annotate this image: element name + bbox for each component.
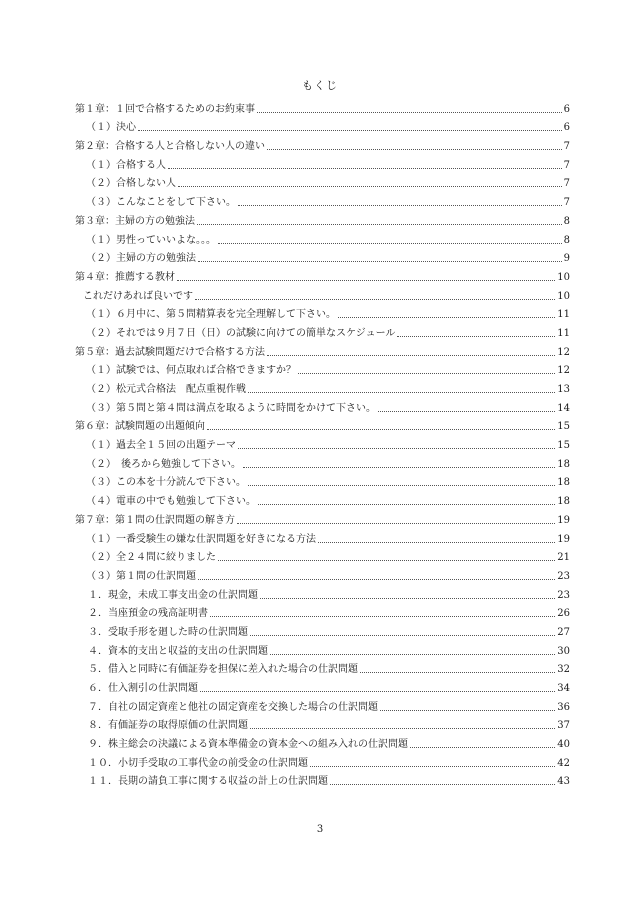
dot-leader	[197, 224, 562, 225]
toc-entry-label: （２）それでは９月７日（日）の試験に向けての簡単なスケジュール	[86, 327, 396, 339]
toc-entry-page: 19	[557, 514, 570, 526]
toc-entry	[75, 471, 570, 490]
toc-entry-page: 36	[557, 701, 570, 713]
toc-entry-page: 23	[557, 570, 570, 582]
toc-entry-label: ３．受取手形を廻した時の仕訳問題	[88, 626, 248, 638]
table-of-contents	[75, 97, 570, 788]
toc-entry-label: これだけあれば良いです	[83, 290, 193, 302]
toc-chapter-entry	[75, 340, 570, 359]
toc-entry-page: 11	[557, 327, 570, 339]
toc-entry	[75, 452, 570, 471]
toc-entry	[75, 620, 570, 639]
toc-entry-label: （１）決心	[86, 122, 136, 134]
dot-leader	[238, 205, 562, 206]
toc-entry-label: ６．仕入割引の仕訳問題	[88, 683, 198, 694]
toc-entry-page: 12	[557, 365, 570, 377]
dot-leader	[257, 112, 562, 113]
toc-chapter-entry	[75, 415, 570, 434]
toc-entry-page: 9	[563, 253, 570, 265]
dot-leader	[248, 392, 555, 393]
toc-entry-page: 14	[557, 402, 570, 414]
toc-entry-page: 37	[557, 720, 570, 732]
toc-entry-label: （２）松元式合格法 配点重視作戦	[86, 384, 246, 395]
dot-leader	[360, 672, 555, 673]
toc-entry-page: 7	[563, 178, 570, 190]
toc-entry-label: 第６章：試験問題の出題傾向	[75, 421, 205, 433]
dot-leader	[310, 766, 555, 767]
toc-entry	[75, 321, 570, 340]
toc-entry-page: 7	[563, 159, 570, 171]
toc-chapter-entry	[75, 209, 570, 228]
toc-entry-page: 26	[557, 608, 570, 620]
dot-leader	[177, 280, 555, 281]
toc-entry	[75, 396, 570, 415]
dot-leader	[195, 299, 555, 300]
dot-leader	[178, 186, 562, 187]
toc-entry-label: 第５章：過去試験問題だけで合格する方法	[75, 346, 265, 358]
toc-entry-label: ８．有価証券の取得原価の仕訳問題	[88, 720, 248, 732]
toc-entry	[75, 676, 570, 695]
toc-entry	[75, 433, 570, 452]
dot-leader	[138, 130, 562, 131]
dot-leader	[210, 616, 555, 617]
toc-entry	[75, 116, 570, 135]
toc-entry-label: （１）試験では、何点取れば合格できますか？	[86, 365, 296, 377]
toc-entry-label: （２） 後ろから勉強して下さい。	[86, 458, 241, 470]
toc-chapter-entry	[75, 265, 570, 284]
toc-entry	[75, 190, 570, 209]
toc-entry-label: ５．借入と同時に有価証券を担保に差入れた場合の仕訳問題	[88, 664, 358, 676]
toc-entry-page: 18	[557, 496, 570, 508]
toc-entry	[75, 583, 570, 602]
toc-entry-label: １１．長期の請負工事に関する収益の計上の仕訳問題	[88, 776, 328, 788]
toc-entry-page: 43	[557, 776, 570, 788]
toc-entry-page: 18	[557, 477, 570, 489]
toc-entry-label: ２．当座預金の残高証明書	[88, 608, 208, 620]
toc-entry	[75, 770, 570, 789]
toc-entry	[75, 546, 570, 565]
toc-entry	[75, 303, 570, 322]
dot-leader	[260, 598, 555, 599]
dot-leader	[237, 523, 555, 524]
toc-entry-page: 12	[557, 346, 570, 358]
dot-leader	[250, 728, 555, 729]
toc-chapter-entry	[75, 508, 570, 527]
toc-entry-page: 23	[557, 589, 570, 601]
toc-entry	[75, 658, 570, 677]
toc-entry	[75, 247, 570, 266]
toc-entry-label: （１）合格する人	[86, 159, 166, 171]
toc-entry-label: （２）全２４問に絞りました	[86, 552, 216, 564]
toc-entry-page: 42	[557, 757, 570, 769]
toc-entry-page: 7	[563, 197, 570, 209]
toc-entry-page: 34	[557, 683, 570, 694]
toc-entry	[75, 377, 570, 396]
toc-entry-page: 32	[557, 664, 570, 676]
dot-leader	[218, 560, 555, 561]
toc-entry-label: （４）電車の中でも勉強して下さい。	[86, 496, 256, 508]
toc-entry-page: 6	[563, 103, 570, 115]
toc-entry	[75, 153, 570, 172]
dot-leader	[207, 429, 555, 430]
toc-entry	[75, 172, 570, 191]
dot-leader	[248, 485, 555, 486]
dot-leader	[258, 504, 555, 505]
dot-leader	[338, 317, 555, 318]
toc-entry-label: （３）第１問の仕訳問題	[86, 570, 196, 582]
dot-leader	[198, 261, 562, 262]
toc-title: もくじ	[302, 79, 338, 92]
toc-entry-label: （１）一番受験生の嫌な仕訳問題を好きになる方法	[86, 533, 316, 545]
toc-chapter-entry	[75, 134, 570, 153]
toc-entry-page: 7	[563, 141, 570, 153]
toc-entry	[75, 527, 570, 546]
toc-entry-page: 21	[557, 552, 570, 564]
dot-leader	[198, 579, 555, 580]
toc-entry	[75, 359, 570, 378]
dot-leader	[250, 635, 555, 636]
toc-entry	[75, 695, 570, 714]
toc-entry-label: 第４章：推薦する教材	[75, 271, 175, 283]
toc-entry-label: （１）過去全１５回の出題テーマ	[86, 440, 236, 452]
toc-entry-page: 27	[557, 626, 570, 638]
toc-entry	[75, 489, 570, 508]
dot-leader	[397, 336, 555, 337]
toc-entry-page: 8	[563, 215, 570, 227]
toc-entry-page: 6	[563, 122, 570, 134]
toc-entry-label: ４．資本的支出と収益的支出の仕訳問題	[88, 645, 268, 657]
dot-leader	[238, 448, 555, 449]
toc-entry-page: 10	[557, 290, 570, 302]
toc-entry	[75, 714, 570, 733]
toc-entry	[75, 732, 570, 751]
dot-leader	[267, 149, 562, 150]
toc-entry-label: 第２章：合格する人と合格しない人の違い	[75, 141, 265, 153]
toc-entry	[75, 639, 570, 658]
toc-entry-page: 19	[557, 533, 570, 545]
toc-entry	[75, 751, 570, 770]
toc-entry-label: １．現金，未成工事支出金の仕訳問題	[88, 589, 258, 601]
dot-leader	[380, 710, 555, 711]
toc-entry-page: 8	[563, 234, 570, 246]
dot-leader	[270, 654, 555, 655]
toc-entry-page: 18	[557, 458, 570, 470]
page-number: 3	[316, 824, 324, 835]
toc-entry-page: 13	[557, 384, 570, 395]
toc-entry-page: 11	[557, 309, 570, 321]
toc-entry	[75, 602, 570, 621]
dot-leader	[168, 168, 562, 169]
toc-entry-label: １０．小切手受取の工事代金の前受金の仕訳問題	[88, 757, 308, 769]
toc-entry-label: （３）第５問と第４問は満点を取るように時間をかけて下さい。	[86, 402, 376, 414]
toc-entry-label: ９．株主総会の決議による資本準備金の資本金への組み入れの仕訳問題	[88, 739, 408, 751]
dot-leader	[243, 467, 555, 468]
toc-entry-label: （１）６月中に、第５問精算表を完全理解して下さい。	[86, 309, 336, 321]
toc-entry-page: 15	[557, 421, 570, 433]
toc-entry-label: （１）男性っていいよな。。。	[86, 234, 216, 246]
dot-leader	[330, 784, 555, 785]
toc-entry-label: （２）主婦の方の勉強法	[86, 253, 196, 265]
dot-leader	[318, 542, 555, 543]
dot-leader	[200, 691, 555, 692]
toc-entry-label: （３）こんなことをして下さい。	[86, 197, 236, 209]
toc-chapter-entry	[75, 97, 570, 116]
dot-leader	[298, 373, 555, 374]
dot-leader	[378, 411, 555, 412]
toc-entry-label: 第１章：１回で合格するためのお約束事	[75, 103, 255, 115]
toc-entry-label: （３）この本を十分読んで下さい。	[86, 477, 246, 489]
toc-entry	[75, 228, 570, 247]
toc-entry-page: 30	[557, 645, 570, 657]
toc-entry-label: （２）合格しない人	[86, 178, 176, 190]
toc-entry-label: 第３章：主婦の方の勉強法	[75, 215, 195, 227]
toc-entry-label: ７．自社の固定資産と他社の固定資産を交換した場合の仕訳問題	[88, 701, 378, 713]
dot-leader	[410, 747, 555, 748]
toc-entry	[75, 284, 570, 303]
toc-entry	[75, 564, 570, 583]
toc-entry-page: 10	[557, 271, 570, 283]
dot-leader	[267, 355, 555, 356]
dot-leader	[218, 243, 562, 244]
toc-entry-page: 40	[557, 739, 570, 751]
toc-entry-label: 第７章：第１問の仕訳問題の解き方	[75, 514, 235, 526]
toc-entry-page: 15	[557, 440, 570, 452]
